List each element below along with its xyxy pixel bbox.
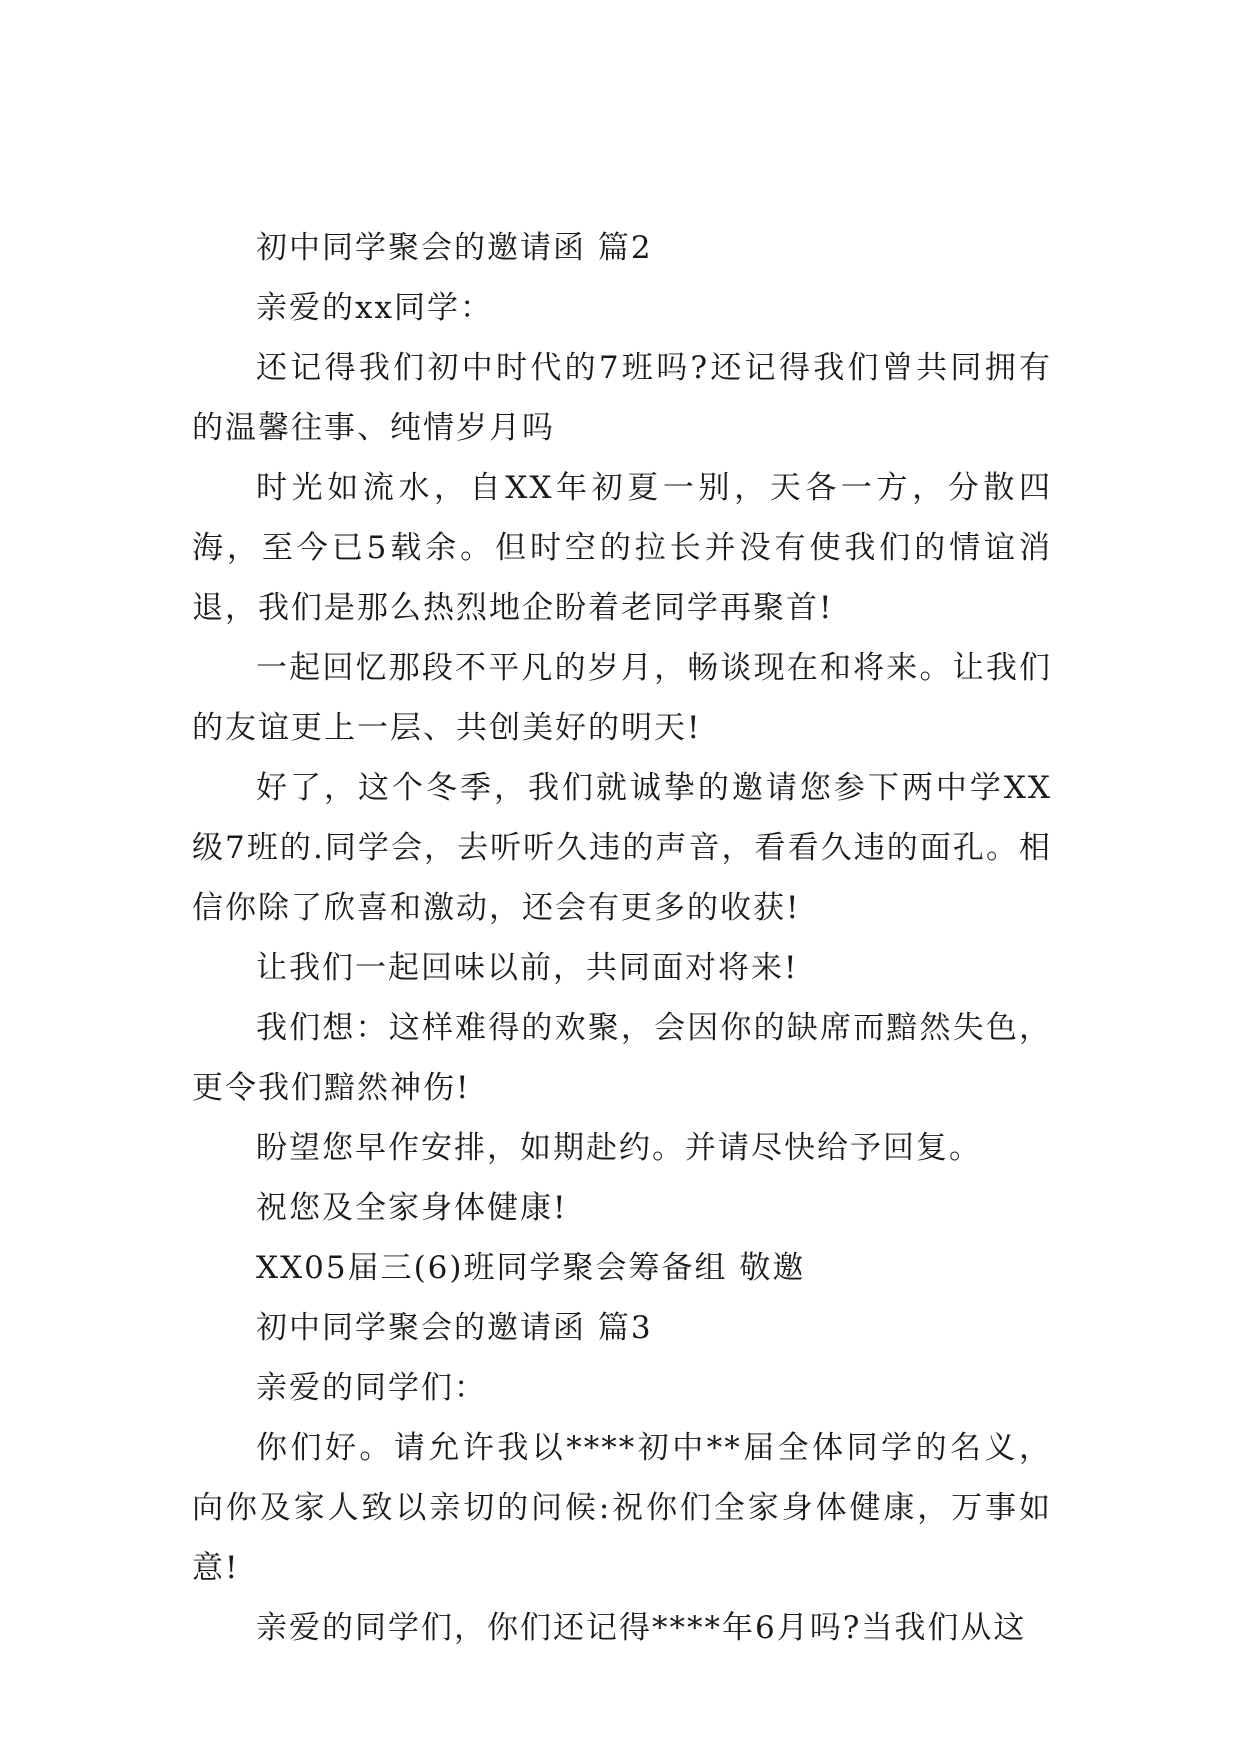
salutation: 亲爱的xx同学： xyxy=(256,290,493,326)
body-paragraph: 我们想：这样难得的欢聚，会因你的缺席而黯然失色，更令我们黯然神伤! xyxy=(192,1010,1052,1106)
document-body xyxy=(192,218,1052,1658)
section-title: 初中同学聚会的邀请函 篇2 xyxy=(256,230,653,266)
body-paragraph: 你们好。请允许我以****初中**届全体同学的名义，向你及家人致以亲切的问候:祝你们全家身体健康，万事如意! xyxy=(192,1430,1052,1586)
body-paragraph: 一起回忆那段不平凡的岁月，畅谈现在和将来。让我们的友谊更上一层、共创美好的明天! xyxy=(192,650,1052,746)
closing-wish: 祝您及全家身体健康! xyxy=(256,1190,568,1226)
body-paragraph: 还记得我们初中时代的7班吗?还记得我们曾共同拥有的温馨往事、纯情岁月吗 xyxy=(192,350,1052,446)
signature: XX05届三(6)班同学聚会筹备组 敬邀 xyxy=(256,1250,806,1286)
body-paragraph: 时光如流水，自XX年初夏一别，天各一方，分散四海，至今已5载余。但时空的拉长并没有使我们的情谊消退，我们是那么热烈地企盼着老同学再聚首! xyxy=(192,470,1052,626)
body-paragraph: 盼望您早作安排，如期赴约。并请尽快给予回复。 xyxy=(256,1130,982,1166)
body-paragraph: 好了，这个冬季，我们就诚挚的邀请您参下两中学XX级7班的.同学会，去听听久违的声音，看看久违的面孔。相信你除了欣喜和激动，还会有更多的收获! xyxy=(192,770,1052,926)
body-paragraph: 亲爱的同学们，你们还记得****年6月吗?当我们从这 xyxy=(256,1610,1027,1646)
salutation: 亲爱的同学们： xyxy=(256,1370,487,1406)
body-paragraph: 让我们一起回味以前，共同面对将来! xyxy=(256,950,799,986)
section-title: 初中同学聚会的邀请函 篇3 xyxy=(256,1310,653,1346)
